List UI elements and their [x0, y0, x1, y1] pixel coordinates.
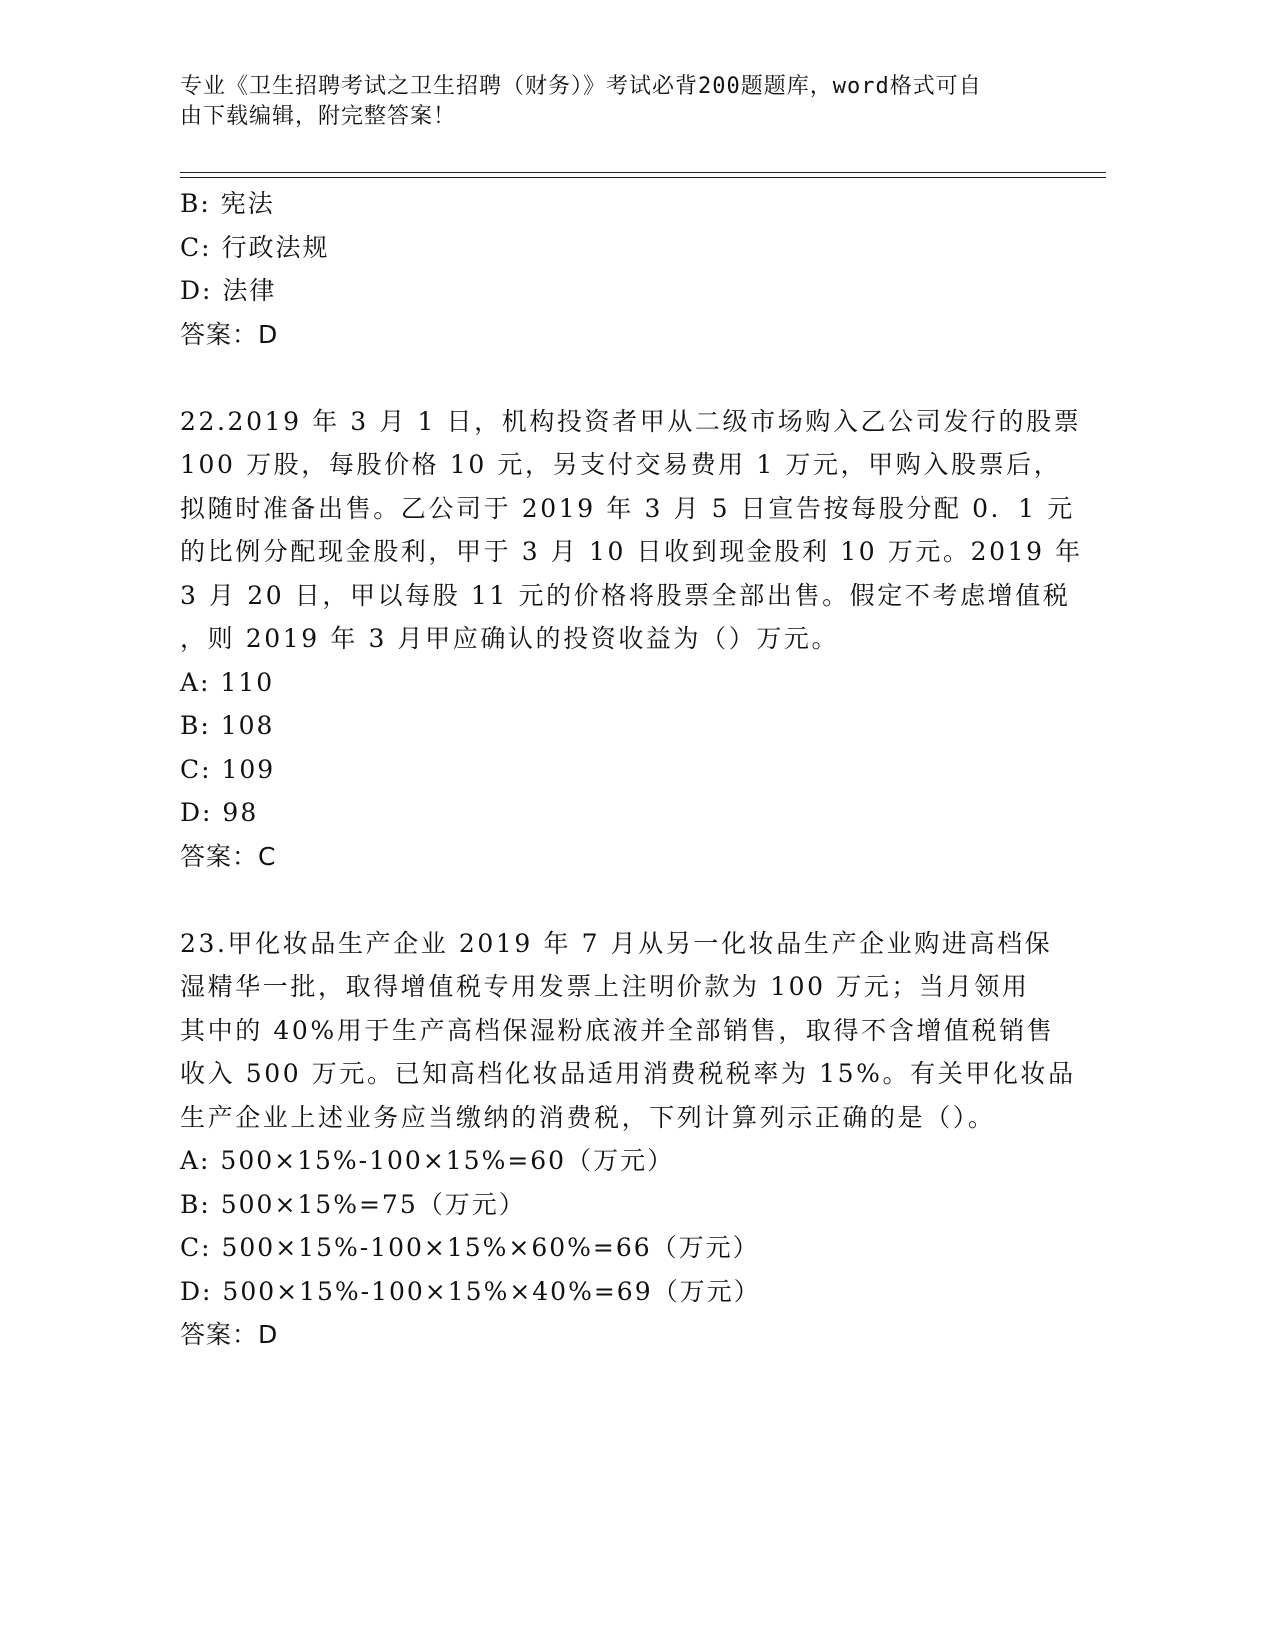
question-23-options: [180, 1139, 1040, 1313]
document-body: [180, 182, 1083, 1357]
option-c: C: 500×15%-100×15%×60%=66（万元）: [180, 1233, 760, 1262]
question-22-stem: [180, 400, 1083, 661]
question-21-answer: 答案：D: [180, 319, 279, 349]
question-22-answer: 答案：C: [180, 841, 277, 871]
question-23-line: 23.甲化妆品生产企业 2019 年 7 月从另一化妆品生产企业购进高档保: [180, 928, 1053, 958]
question-22-line: 拟随时准备出售。乙公司于 2019 年 3 月 5 日宣告按每股分配 0．1 元: [180, 493, 1075, 523]
header-divider-top: [180, 172, 1106, 173]
option-a: A: 500×15%-100×15%=60（万元）: [180, 1146, 675, 1175]
option-d: D: 500×15%-100×15%×40%=69（万元）: [180, 1276, 761, 1306]
question-23-line: 生产企业上述业务应当缴纳的消费税，下列计算列示正确的是（）。: [180, 1102, 996, 1132]
question-23-stem: [180, 922, 1076, 1140]
option-d: D: 98: [180, 798, 259, 827]
option-b: B: 108: [180, 711, 275, 740]
question-21-options: [180, 182, 1040, 313]
question-23-answer: 答案：D: [180, 1320, 279, 1349]
question-22-line: 3 月 20 日，甲以每股 11 元的价格将股票全部出售。假定不考虑增值税: [180, 580, 1071, 610]
document-header: [180, 72, 1040, 132]
option-b: B: 宪法: [180, 189, 275, 218]
question-22-line: 22.2019 年 3 月 1 日，机构投资者甲从二级市场购入乙公司发行的股票: [180, 406, 1082, 436]
option-a: A: 110: [180, 667, 275, 697]
option-c: C: 行政法规: [180, 232, 330, 262]
question-22-line: 100 万股，每股价格 10 元，另支付交易费用 1 万元，甲购入股票后，: [180, 450, 1062, 479]
header-divider-bottom: [180, 177, 1106, 178]
question-23-line: 收入 500 万元。已知高档化妆品适用消费税税率为 15%。有关甲化妆品: [180, 1059, 1076, 1088]
option-b: B: 500×15%=75（万元）: [180, 1189, 526, 1219]
header-line-2: 由下载编辑，附完整答案！: [180, 104, 457, 129]
question-22-options: [180, 661, 1040, 835]
question-22-line: 的比例分配现金股利，甲于 3 月 10 日收到现金股利 10 万元。2019 年: [180, 537, 1083, 566]
header-line-1: 专业《卫生招聘考试之卫生招聘（财务）》考试必背200题题库，word格式可自: [180, 74, 982, 99]
spacer: [180, 356, 1040, 400]
option-d: D: 法律: [180, 276, 277, 305]
spacer: [180, 878, 1040, 922]
option-c: C: 109: [180, 754, 276, 784]
question-23-line: 其中的 40%用于生产高档保湿粉底液并全部销售，取得不含增值税销售: [180, 1015, 1055, 1045]
question-23-line: 湿精华一批，取得增值税专用发票上注明价款为 100 万元；当月领用: [180, 972, 1030, 1001]
question-22-line: ，则 2019 年 3 月甲应确认的投资收益为（）万元。: [180, 624, 840, 653]
